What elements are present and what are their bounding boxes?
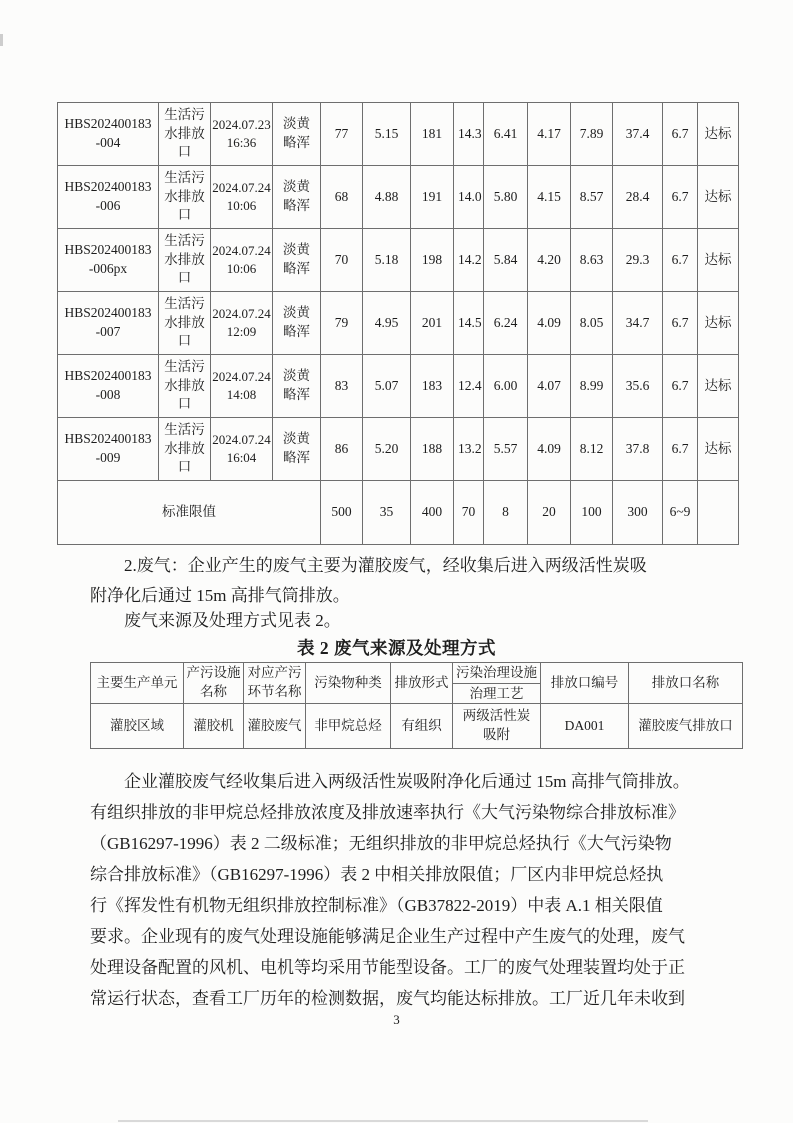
sample-datetime: 2024.07.24 10:06 [211,229,273,292]
value-cell: 34.7 [613,292,663,355]
paragraph-line: 企业灌胶废气经收集后进入两级活性炭吸附净化后通过 15m 高排气筒排放。 [124,772,690,791]
process-step: 灌胶废气 [244,704,306,749]
scan-artifact [118,1120,648,1122]
header-treatment-facility: 污染治理设施 [453,663,540,684]
value-cell: 29.3 [613,229,663,292]
paragraph-line: 综合排放标准》（GB16297-1996）表 2 中相关排放限值；厂区内非甲烷总烃执 [90,865,664,884]
sample-id: HBS202400183-009 [58,418,159,481]
paragraph-line: （GB16297-1996）表 2 二级标准；无组织排放的非甲烷总烃执行《大气污染物 [90,834,672,853]
paragraph-line: 行《挥发性有机物无组织排放控制标准》（GB37822-2019）中表 A.1 相关限值 [90,896,663,915]
appearance: 淡黄略浑 [273,418,321,481]
limit-value: 400 [411,481,454,545]
waste-gas-paragraph [90,551,647,611]
limit-value: 70 [454,481,484,545]
paragraph-line: 附净化后通过 15m 高排气筒排放。 [90,586,350,605]
paragraph-line: 常运行状态，查看工厂历年的检测数据，废气均能达标排放。工厂近几年未收到 [90,989,685,1008]
appearance: 淡黄略浑 [273,166,321,229]
table2-reference-paragraph [90,606,341,636]
header-process-step: 对应产污环节名称 [244,663,306,704]
pollutant-type: 非甲烷总烃 [306,704,391,749]
value-cell: 6.7 [663,418,698,481]
paragraph-line: 要求。企业现有的废气处理设施能够满足企业生产过程中产生废气的处理，废气 [90,927,685,946]
sample-datetime: 2024.07.24 10:06 [211,166,273,229]
value-cell: 37.8 [613,418,663,481]
table2-header-row [91,663,743,704]
value-cell: 6.7 [663,292,698,355]
result-cell: 达标 [698,229,739,292]
page-number: 3 [393,1012,400,1027]
value-cell: 6.7 [663,229,698,292]
table-row [58,418,739,481]
value-cell: 4.09 [528,418,571,481]
limit-value: 20 [528,481,571,545]
paragraph-line: 2.废气：企业产生的废气主要为灌胶废气，经收集后进入两级活性炭吸 [124,556,647,575]
limit-value: 8 [484,481,528,545]
value-cell: 14.0 [454,166,484,229]
result-cell: 达标 [698,292,739,355]
value-cell: 6.7 [663,166,698,229]
outlet-name: 生活污水排放口 [159,355,211,418]
value-cell: 5.80 [484,166,528,229]
emission-form: 有组织 [391,704,453,749]
header-pollutant-type: 污染物种类 [306,663,391,704]
value-cell: 8.63 [571,229,613,292]
limit-value: 500 [321,481,363,545]
header-treatment-process: 治理工艺 [469,686,524,701]
value-cell: 6.24 [484,292,528,355]
outlet-code: DA001 [541,704,629,749]
value-cell: 70 [321,229,363,292]
outlet-name: 生活污水排放口 [159,103,211,166]
value-cell: 4.88 [363,166,411,229]
value-cell: 68 [321,166,363,229]
limit-label: 标准限值 [58,481,321,545]
table2-data-row [91,704,743,749]
sample-datetime: 2024.07.24 16:04 [211,418,273,481]
value-cell: 14.2 [454,229,484,292]
limit-value: 6~9 [663,481,698,545]
appearance: 淡黄略浑 [273,292,321,355]
sample-id: HBS202400183-006px [58,229,159,292]
value-cell: 8.12 [571,418,613,481]
result-cell: 达标 [698,166,739,229]
outlet-name: 灌胶废气排放口 [629,704,743,749]
limit-value: 35 [363,481,411,545]
waste-gas-body-paragraph [90,766,690,1014]
value-cell: 4.95 [363,292,411,355]
sample-id: HBS202400183-004 [58,103,159,166]
table-row [58,166,739,229]
value-cell: 6.00 [484,355,528,418]
outlet-name: 生活污水排放口 [159,418,211,481]
value-cell: 6.7 [663,103,698,166]
header-outlet-name: 排放口名称 [629,663,743,704]
value-cell: 181 [411,103,454,166]
value-cell: 4.20 [528,229,571,292]
value-cell: 13.2 [454,418,484,481]
production-unit: 灌胶区域 [91,704,184,749]
value-cell: 7.89 [571,103,613,166]
header-treatment [453,663,541,704]
outlet-name: 生活污水排放口 [159,292,211,355]
table2-title: 表 2 废气来源及处理方式 [297,638,496,658]
header-outlet-code: 排放口编号 [541,663,629,704]
monitoring-results-table [57,102,739,545]
value-cell: 83 [321,355,363,418]
value-cell: 8.57 [571,166,613,229]
value-cell: 79 [321,292,363,355]
scan-artifact [0,34,3,46]
limit-value: 100 [571,481,613,545]
value-cell: 5.07 [363,355,411,418]
sample-id: HBS202400183-006 [58,166,159,229]
table-row [58,229,739,292]
paragraph-line: 处理设备配置的风机、电机等均采用节能型设备。工厂的废气处理装置均处于正 [90,958,685,977]
paragraph-line: 有组织排放的非甲烷总烃排放浓度及排放速率执行《大气污染物综合排放标准》 [90,803,685,822]
value-cell: 77 [321,103,363,166]
value-cell: 5.18 [363,229,411,292]
value-cell: 28.4 [613,166,663,229]
paragraph-line: 废气来源及处理方式见表 2。 [124,611,341,630]
value-cell: 183 [411,355,454,418]
limit-value: 300 [613,481,663,545]
limit-row [58,481,739,545]
header-production-unit: 主要生产单元 [91,663,184,704]
value-cell: 8.05 [571,292,613,355]
value-cell: 6.41 [484,103,528,166]
value-cell: 6.7 [663,355,698,418]
outlet-name: 生活污水排放口 [159,229,211,292]
value-cell: 4.09 [528,292,571,355]
value-cell: 37.4 [613,103,663,166]
value-cell: 5.20 [363,418,411,481]
value-cell: 35.6 [613,355,663,418]
value-cell: 14.3 [454,103,484,166]
result-cell: 达标 [698,103,739,166]
value-cell: 188 [411,418,454,481]
appearance: 淡黄略浑 [273,355,321,418]
facility-name: 灌胶机 [184,704,244,749]
waste-gas-source-table [90,662,743,749]
header-emission-form: 排放形式 [391,663,453,704]
value-cell: 4.07 [528,355,571,418]
value-cell: 14.5 [454,292,484,355]
value-cell: 5.57 [484,418,528,481]
value-cell: 12.4 [454,355,484,418]
limit-empty-cell [698,481,739,545]
sample-id: HBS202400183-008 [58,355,159,418]
header-facility-name: 产污设施名称 [184,663,244,704]
treatment-process: 两级活性炭吸附 [453,704,541,749]
value-cell: 191 [411,166,454,229]
appearance: 淡黄略浑 [273,103,321,166]
value-cell: 86 [321,418,363,481]
sample-datetime: 2024.07.23 16:36 [211,103,273,166]
value-cell: 4.17 [528,103,571,166]
value-cell: 5.84 [484,229,528,292]
table-row [58,292,739,355]
sample-datetime: 2024.07.24 14:08 [211,355,273,418]
value-cell: 201 [411,292,454,355]
value-cell: 4.15 [528,166,571,229]
table-row [58,355,739,418]
appearance: 淡黄略浑 [273,229,321,292]
result-cell: 达标 [698,418,739,481]
result-cell: 达标 [698,355,739,418]
value-cell: 8.99 [571,355,613,418]
table-row [58,103,739,166]
value-cell: 5.15 [363,103,411,166]
outlet-name: 生活污水排放口 [159,166,211,229]
sample-id: HBS202400183-007 [58,292,159,355]
value-cell: 198 [411,229,454,292]
sample-datetime: 2024.07.24 12:09 [211,292,273,355]
